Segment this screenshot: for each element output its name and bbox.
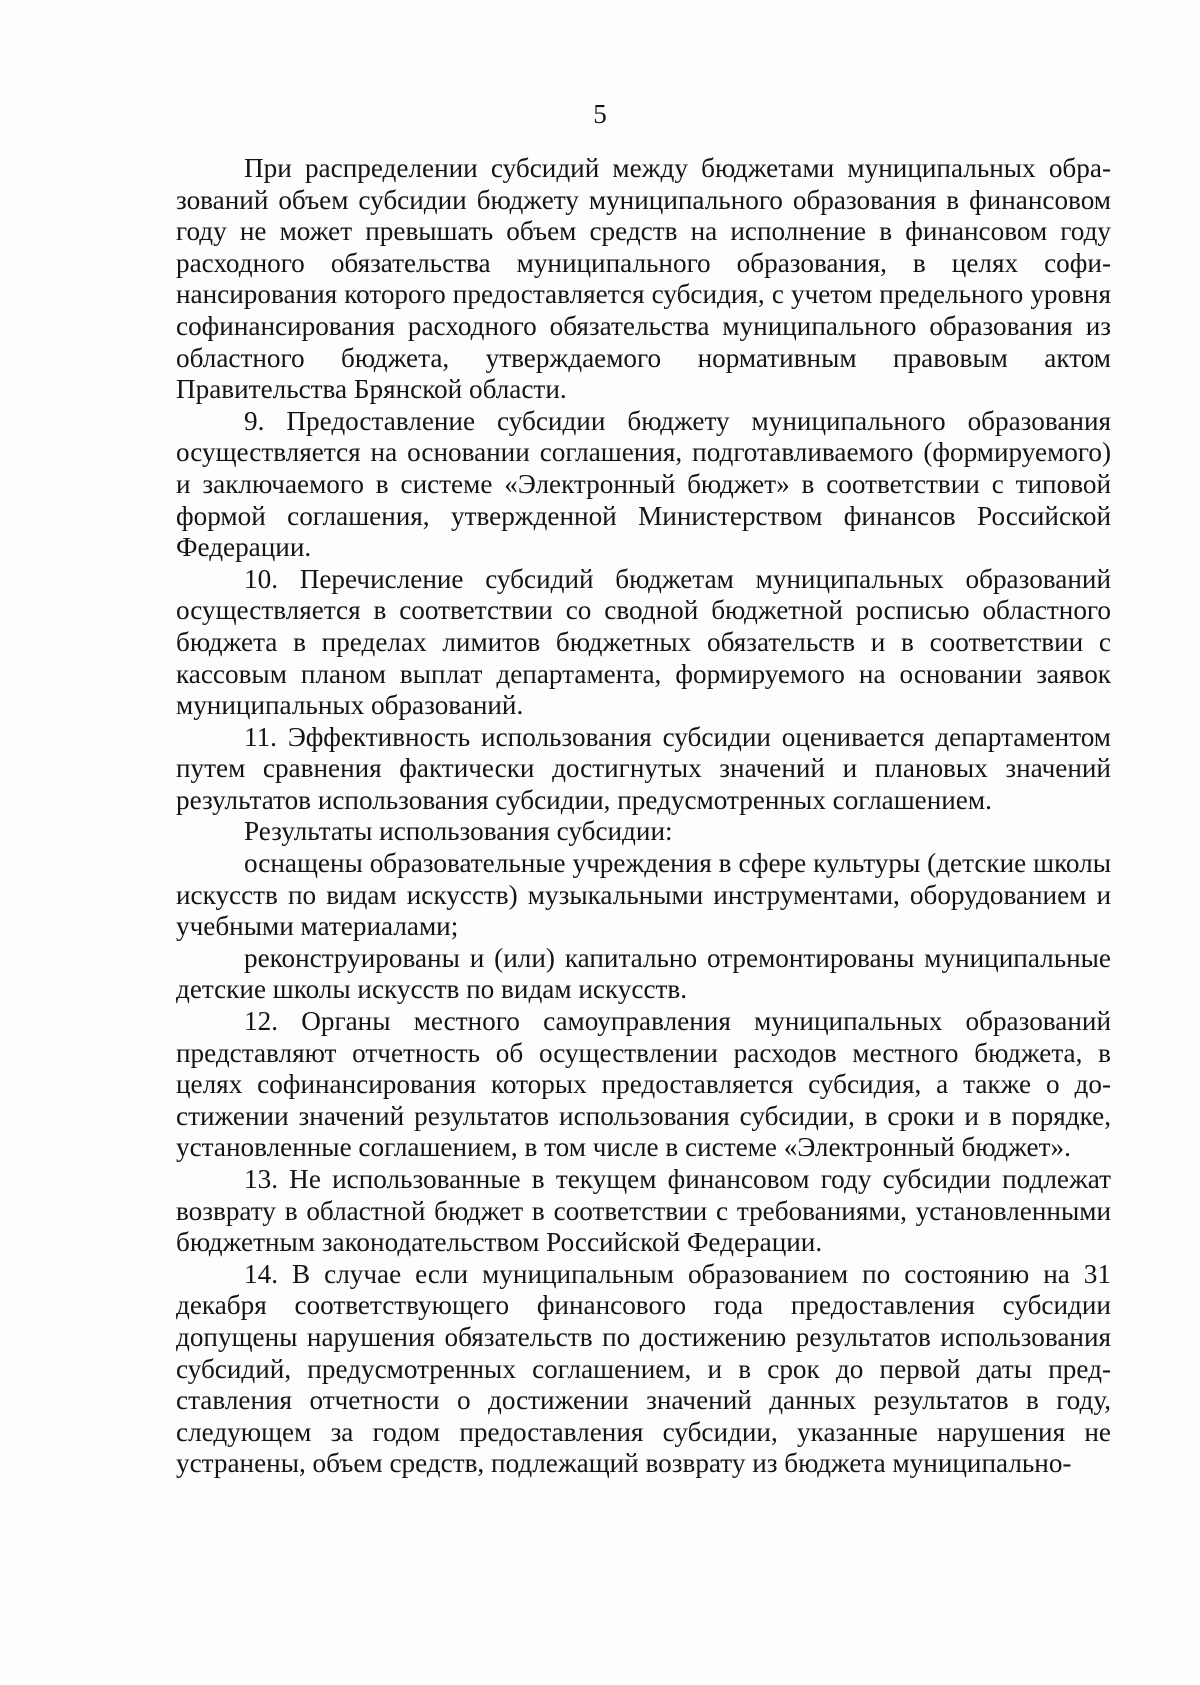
paragraph-distribution: При распределении субсидий между бюджетами муниципальных образований объем субсидии бюджету муниципального образования в финансовом году не может превышать объем средств на исполнение в финансовом году расходного обязательства муниципального образования, в целях софинансирования которого предоставляется субсидия, с учетом предельного уровня софинансирования расходного обязательства муниципального образования из областного бюджета, утверждаемого нормативным правовым актом Правительства Брянской области. [176, 153, 1111, 405]
paragraph-14: 14. В случае если муниципальным образованием по состоянию на 31 декабря соответствующего финансового года предоставления субсидии допущены нарушения обязательств по достижению результатов использования субсидий, предусмотренных соглашением, и в срок до первой даты представления отчетности о достижении значений данных результатов в году, следующем за годом предоставления субсидии, указанные нарушения не устранены, объем средств, подлежащий возврату из бюджета муниципально- [176, 1258, 1111, 1479]
paragraph-12: 12. Органы местного самоуправления муниципальных образований представляют отчетность об осуществлении расходов местного бюджета, в целях софинансирования которых предоставляется субсидия, а также о достижении значений результатов использования субсидии, в сроки и в порядке, установленные соглашением, в том числе в системе «Электронный бюджет». [176, 1006, 1111, 1163]
paragraph-11: 11. Эффективность использования субсидии оценивается департаментом путем сравнения фактически достигнутых значений и плановых значений результатов использования субсидии, предусмотренных соглашением. [176, 721, 1111, 815]
paragraph-13: 13. Не использованные в текущем финансовом году субсидии подлежат возврату в областной бюджет в соответствии с требованиями, установленными бюджетным законодательством Российской Федерации. [176, 1164, 1111, 1258]
page-number: 5 [593, 99, 607, 129]
document-body [176, 153, 1111, 1480]
paragraph-results-heading: Результаты использования субсидии: [244, 816, 673, 847]
paragraph-10: 10. Перечисление субсидий бюджетам муниципальных образований осуществляется в соответствии со сводной бюджетной росписью областного бюджета в пределах лимитов бюджетных обязательств и в соответствии с кассовым планом выплат департамента, формируемого на основании заявок муниципальных образований. [176, 563, 1111, 721]
paragraph-9: 9. Предоставление субсидии бюджету муниципального образования осуществляется на основании соглашения, подготавливаемого (формируемого) и заключаемого в системе «Электронный бюджет» в соответствии с типовой формой соглашения, утвержденной Министерством финансов Российской Федерации. [176, 405, 1111, 563]
paragraph-result-1: оснащены образовательные учреждения в сфере культуры (детские школы искусств по видам искусств) музыкальными инструментами, оборудованием и учебными материалами; [176, 848, 1111, 942]
paragraph-result-2: реконструированы и (или) капитально отремонтированы муниципальные детские школы искусств по видам искусств. [176, 942, 1111, 1005]
